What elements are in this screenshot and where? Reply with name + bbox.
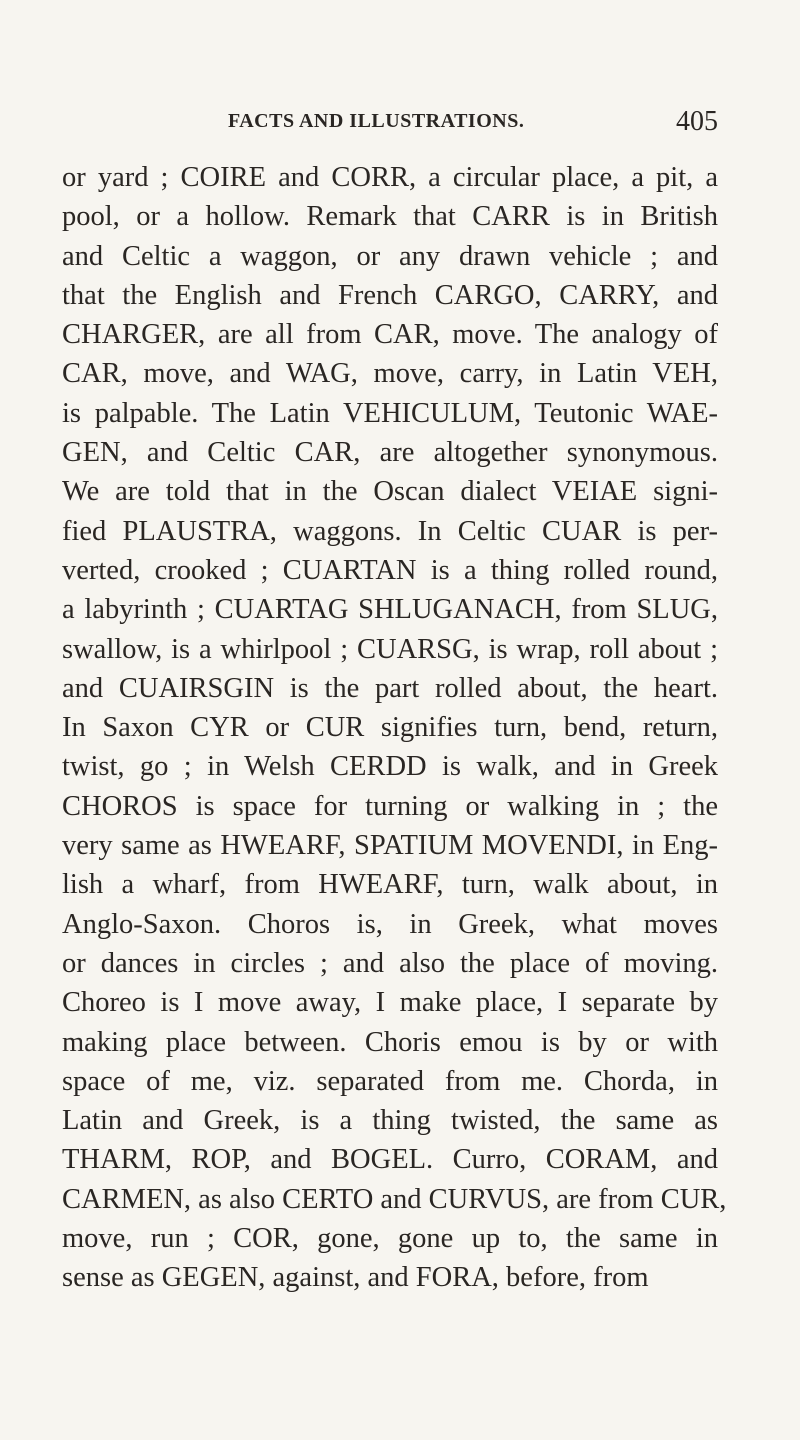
text-line: CHOROS is space for turning or walking in ; the xyxy=(62,790,718,822)
text-line: We are told that in the Oscan dialect VEIAE signi- xyxy=(62,476,718,508)
text-line: making place between. Choris emou is by or with xyxy=(62,1026,718,1058)
text-line: CARMEN, as also CERTO and CURVUS, are from CUR, xyxy=(62,1183,727,1215)
text-line: CHARGER, are all from CAR, move. The analogy of xyxy=(62,319,718,351)
text-line: lish a wharf, from HWEARF, turn, walk about, in xyxy=(62,869,718,901)
body-text xyxy=(62,158,727,1298)
running-head: FACTS AND ILLUSTRATIONS. xyxy=(228,110,525,132)
text-line: Latin and Greek, is a thing twisted, the same as xyxy=(62,1105,718,1137)
text-line: pool, or a hollow. Remark that CARR is in British xyxy=(62,201,718,233)
text-line: and Celtic a waggon, or any drawn vehicle ; and xyxy=(62,240,718,272)
text-line: is palpable. The Latin VEHICULUM, Teutonic WAE- xyxy=(62,397,718,429)
text-line: very same as HWEARF, SPATIUM MOVENDI, in Eng- xyxy=(62,830,718,862)
text-line: Choreo is I move away, I make place, I separate by xyxy=(62,987,718,1019)
text-line: move, run ; COR, gone, gone up to, the same in xyxy=(62,1223,718,1255)
text-line: GEN, and Celtic CAR, are altogether synonymous. xyxy=(62,437,718,469)
text-line: space of me, viz. separated from me. Chorda, in xyxy=(62,1065,718,1097)
text-line: or dances in circles ; and also the place of moving. xyxy=(62,947,718,979)
text-line: swallow, is a whirlpool ; CUARSG, is wrap, roll about ; xyxy=(62,633,718,665)
text-line: sense as GEGEN, against, and FORA, before, from xyxy=(62,1262,649,1294)
text-line: a labyrinth ; CUARTAG SHLUGANACH, from SLUG, xyxy=(62,594,718,626)
text-line: CAR, move, and WAG, move, carry, in Latin VEH, xyxy=(62,358,718,390)
text-line: THARM, ROP, and BOGEL. Curro, CORAM, and xyxy=(62,1144,718,1176)
text-line: verted, crooked ; CUARTAN is a thing rolled round, xyxy=(62,554,718,586)
text-line: fied PLAUSTRA, waggons. In Celtic CUAR is per- xyxy=(62,515,718,547)
text-line: or yard ; COIRE and CORR, a circular place, a pit, a xyxy=(62,162,718,193)
page-number: 405 xyxy=(676,106,718,137)
page-header xyxy=(228,106,718,146)
text-line: In Saxon CYR or CUR signifies turn, bend, return, xyxy=(62,712,718,744)
text-line: twist, go ; in Welsh CERDD is walk, and in Greek xyxy=(62,751,718,783)
text-line: Anglo-Saxon. Choros is, in Greek, what moves xyxy=(62,908,718,940)
text-line: that the English and French CARGO, CARRY, and xyxy=(62,279,718,311)
text-line: and CUAIRSGIN is the part rolled about, the heart. xyxy=(62,672,718,704)
